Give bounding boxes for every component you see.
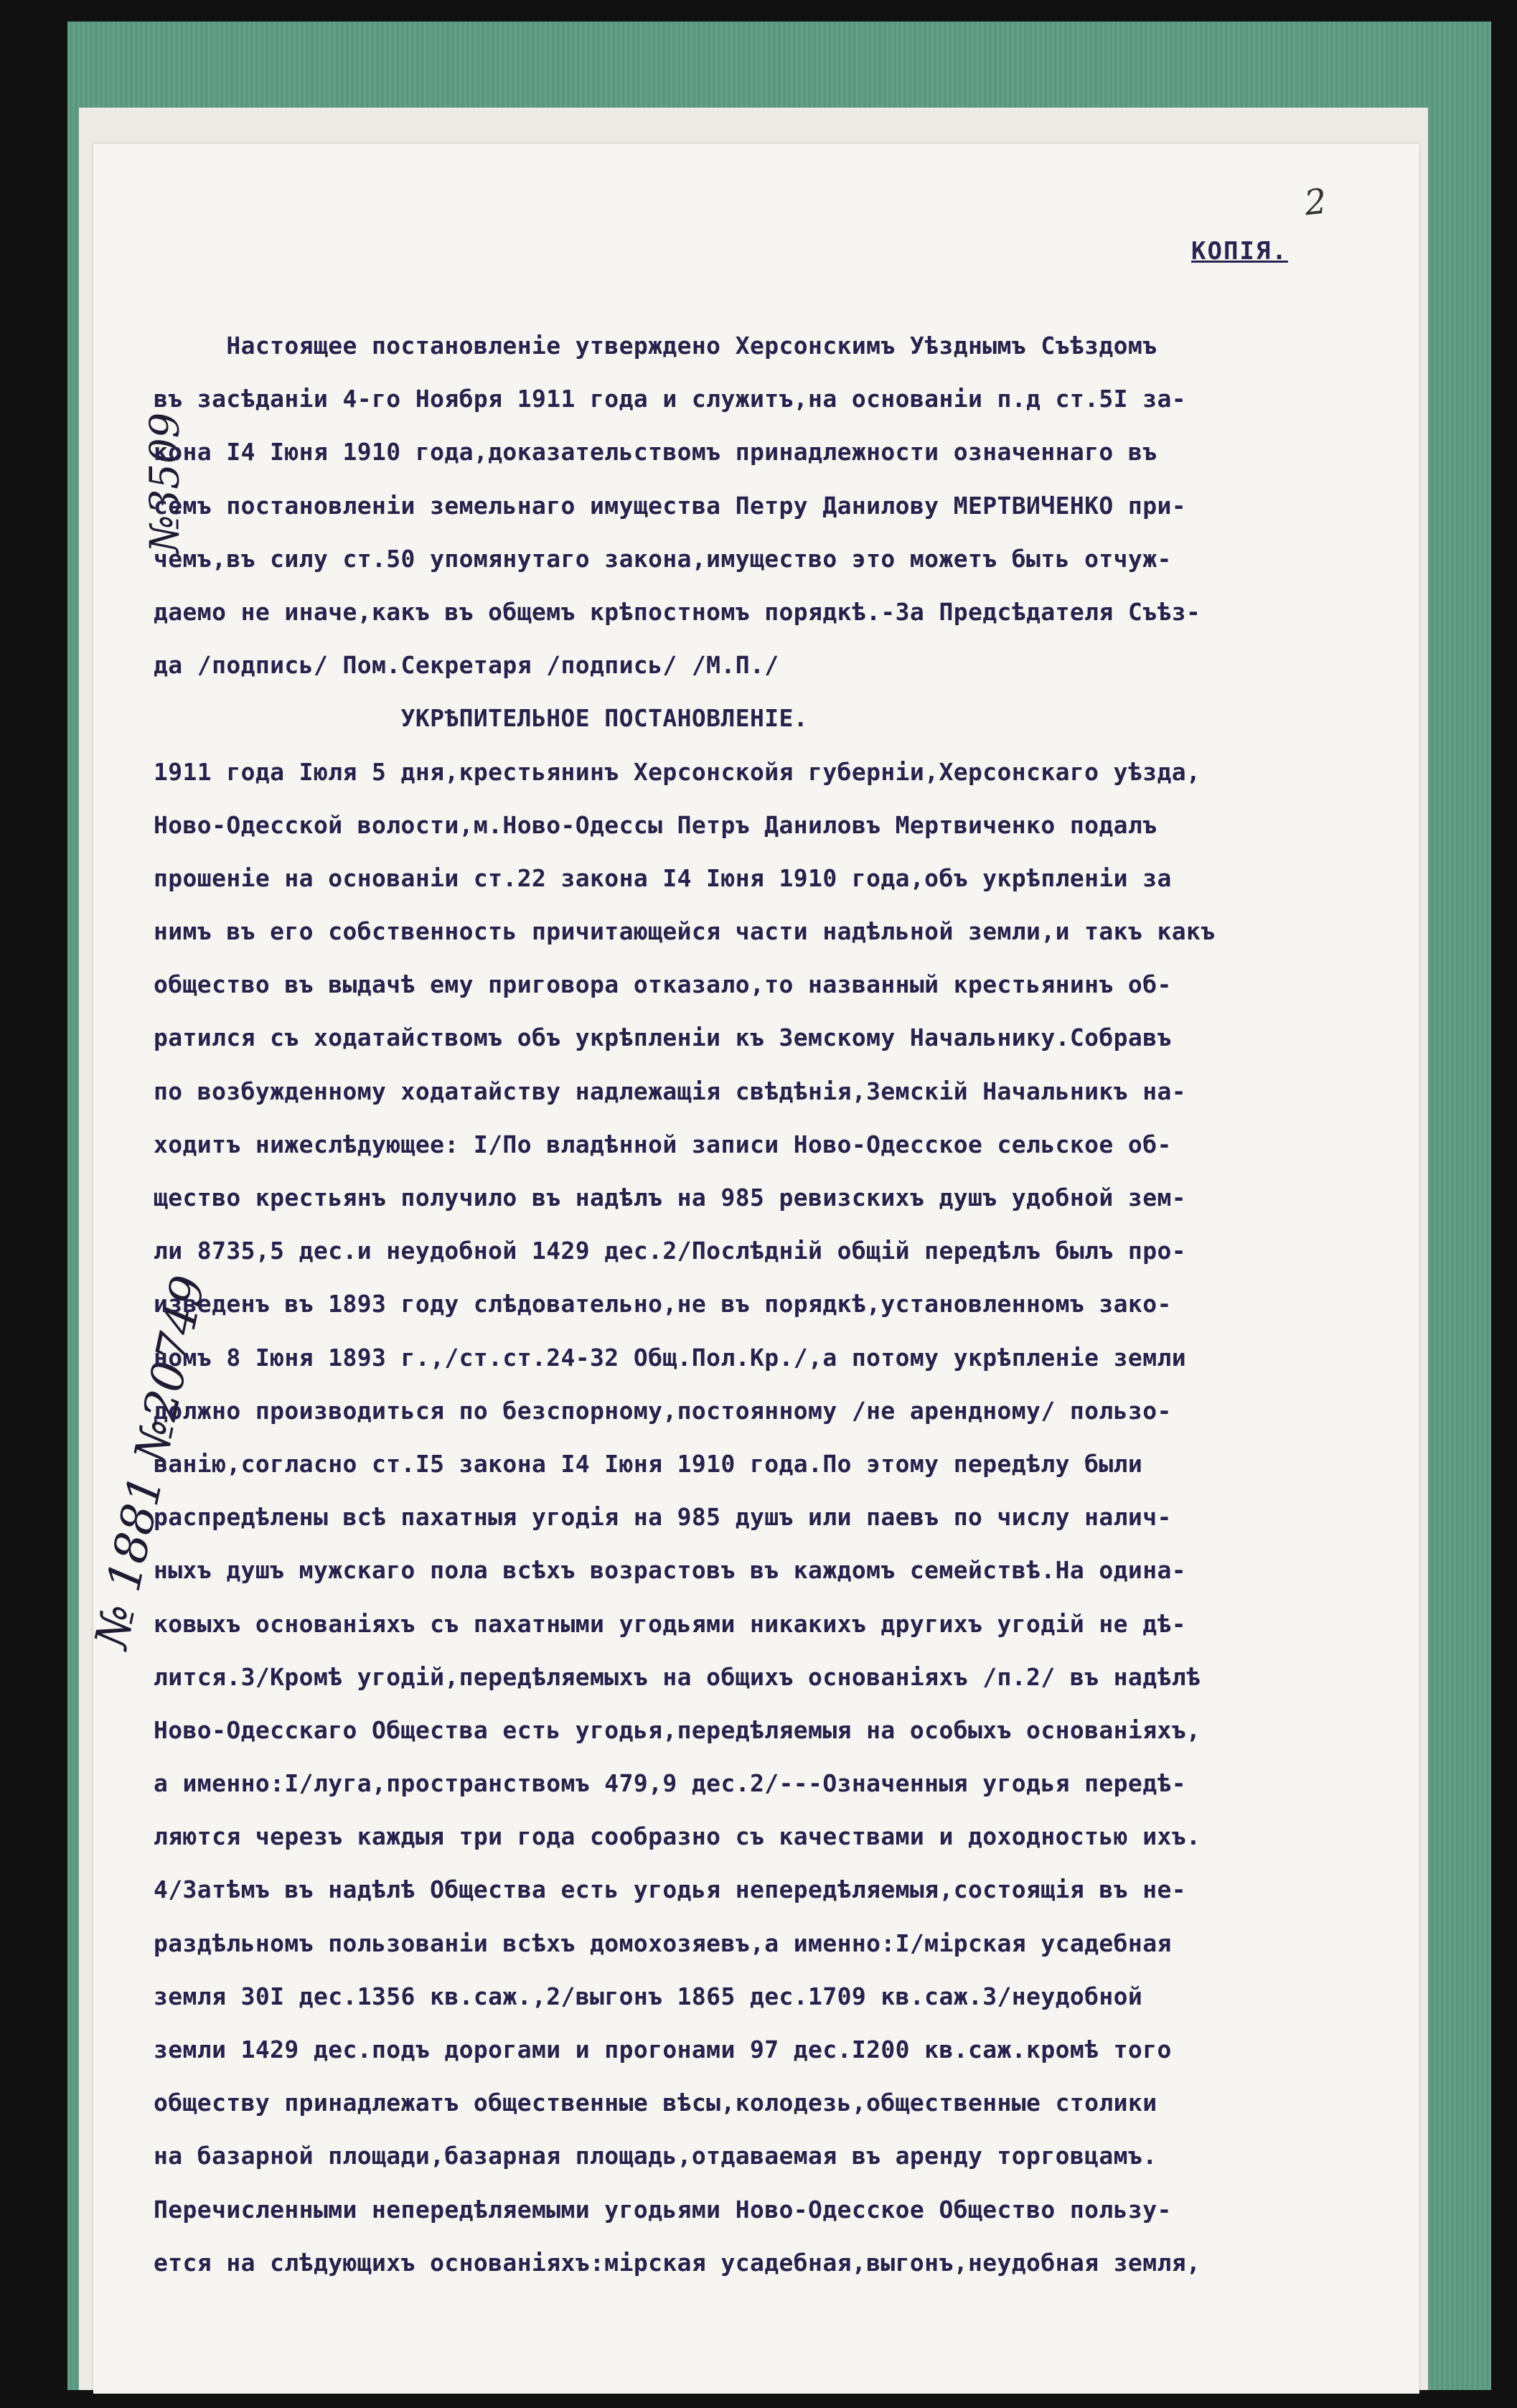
text-line: обществу принадлежатъ общественные вѣсы,колодезь,общественные столики [154,2089,1157,2117]
text-line: а именно:I/луга,пространствомъ 479,9 дес.2/---Означенныя угодья передѣ- [154,1769,1187,1798]
text-line: ли 8735,5 дес.и неудобной 1429 дес.2/Послѣдній общій передѣлъ былъ про- [154,1237,1187,1265]
page-number-handwritten: 2 [1302,181,1329,224]
text-line: ратился съ ходатайствомъ объ укрѣпленіи къ Земскому Начальнику.Собравъ [154,1023,1172,1052]
copy-heading: КОПІЯ. [1191,237,1288,266]
text-line: даемо не иначе,какъ въ общемъ крѣпостномъ порядкѣ.-За Предсѣдателя Съѣз- [154,597,1201,626]
margin-note-2: № 1881 №20749 [85,1270,217,1654]
text-line: земли 1429 дес.подъ дорогами и прогонами 97 дес.I200 кв.саж.кромѣ того [154,2035,1172,2063]
text-line: лится.3/Кромѣ угодій,передѣляемыхъ на общихъ основаніяхъ /п.2/ въ надѣлѣ [154,1662,1201,1691]
text-line: изведенъ въ 1893 году слѣдовательно,не въ порядкѣ,установленномъ зако- [154,1290,1172,1318]
text-line: ныхъ душъ мужскаго пола всѣхъ возрастовъ въ каждомъ семействѣ.На одина- [154,1556,1187,1585]
text-line: чемъ,въ силу ст.50 упомянутаго закона,имущество это можетъ быть отчуж- [154,544,1172,573]
text-line: ляются черезъ каждыя три года сообразно съ качествами и доходностью ихъ. [154,1822,1201,1851]
text-line: 4/Затѣмъ въ надѣлѣ Общества есть угодья непередѣляемыя,состоящія въ не- [154,1875,1187,1904]
text-line: ется на слѣдующихъ основаніяхъ:мірская усадебная,выгонъ,неудобная земля, [154,2248,1201,2277]
text-line: должно производиться по безспорному,постоянному /не арендному/ пользо- [154,1396,1172,1425]
text-line: въ засѣданіи 4-го Ноября 1911 года и служитъ,на основаніи п.д ст.5I за- [154,385,1187,413]
text-line: номъ 8 Іюня 1893 г.,/ст.ст.24-32 Общ.Пол.Кр./,а потому укрѣпленіе земли [154,1343,1187,1372]
text-line: ходитъ нижеслѣдующее: I/По владѣнной записи Ново-Одесское сельское об- [154,1130,1172,1158]
text-line: общество въ выдачѣ ему приговора отказало,то названный крестьянинъ об- [154,970,1172,999]
text-line: Ново-Одесскаго Общества есть угодья,передѣляемыя на особыхъ основаніяхъ, [154,1715,1201,1744]
text-line: щество крестьянъ получило въ надѣлъ на 985 ревизскихъ душъ удобной зем- [154,1184,1187,1212]
text-line: раздѣльномъ пользованіи всѣхъ домохозяевъ,а именно:I/мірская усадебная [154,1929,1172,1957]
text-line: на базарной площади,базарная площадь,отдаваемая въ аренду торговцамъ. [154,2142,1157,2170]
text-line: распредѣлены всѣ пахатныя угодія на 985 душъ или паевъ по числу налич- [154,1503,1172,1532]
margin-note-1: №3509 [141,412,189,553]
section-title: УКРѢПИТЕЛЬНОЕ ПОСТАНОВЛЕНІЕ. [154,704,809,733]
text-line: Настоящее постановленіе утверждено Херсонскимъ Уѣзднымъ Съѣздомъ [154,332,1157,360]
text-line: кона I4 Іюня 1910 года,доказательствомъ принадлежности означеннаго въ [154,438,1157,467]
text-line: по возбужденному ходатайству надлежащія свѣдѣнія,Земскій Начальникъ на- [154,1077,1187,1105]
text-line: Ново-Одесской волости,м.Ново-Одессы Петръ Даниловъ Мертвиченко подалъ [154,810,1157,839]
text-line: семъ постановленіи земельнаго имущества Петру Данилову МЕРТВИЧЕНКО при- [154,491,1187,520]
text-line: ковыхъ основаніяхъ съ пахатными угодьями никакихъ другихъ угодій не дѣ- [154,1609,1187,1638]
text-line: нимъ въ его собственность причитающейся части надѣльной земли,и такъ какъ [154,917,1216,946]
text-line: 1911 года Іюля 5 дня,крестьянинъ Херсонскойя губерніи,Херсонскаго уѣзда, [154,757,1201,786]
typewritten-body [154,319,1431,2290]
text-line: земля 30I дес.1356 кв.саж.,2/выгонъ 1865 дес.1709 кв.саж.3/неудобной [154,1982,1143,2010]
text-line: да /подпись/ Пом.Секретаря /подпись/ /М.П./ [154,651,779,680]
text-line: ванію,согласно ст.I5 закона I4 Іюня 1910 года.По этому передѣлу были [154,1449,1143,1478]
text-line: прошеніе на основаніи ст.22 закона I4 Іюня 1910 года,объ укрѣпленіи за [154,863,1172,892]
text-line: Перечисленными непередѣляемыми угодьями Ново-Одесское Общество пользу- [154,2195,1172,2224]
